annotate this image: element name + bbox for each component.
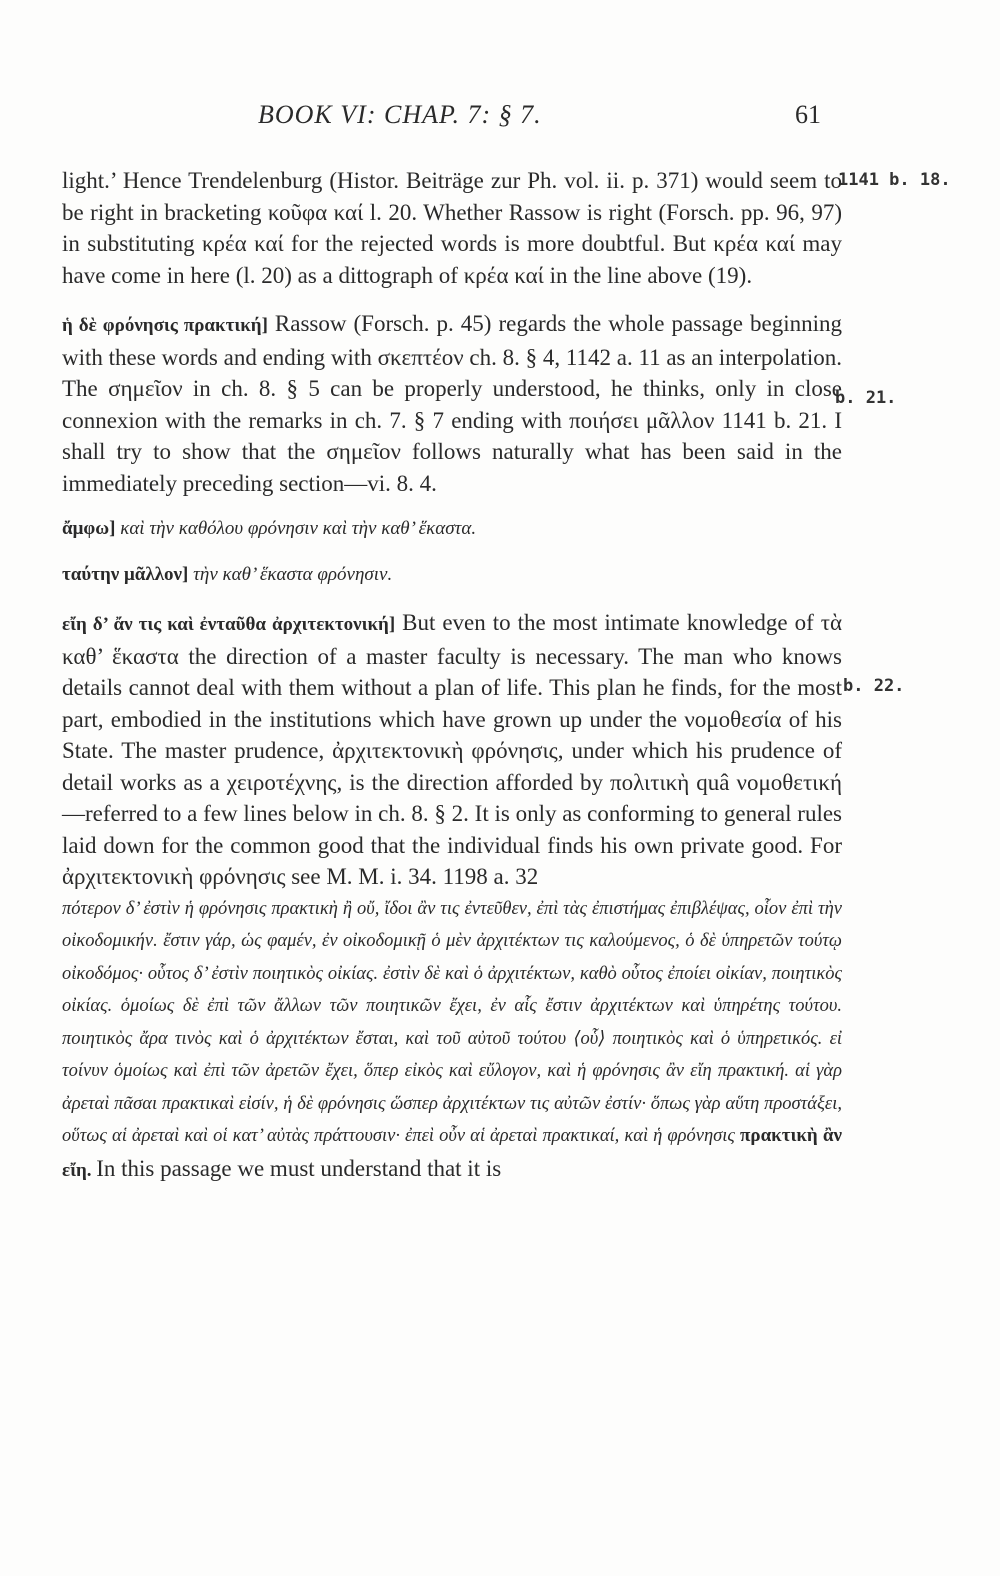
page-number: 61 [795, 100, 821, 129]
paragraph-continuation: In this passage we must understand that it is [96, 1155, 502, 1181]
greek-quotation-magna-moralia [62, 893, 842, 1188]
lemma-amphô: ἄμφω] [62, 518, 116, 539]
note-amphô [62, 513, 842, 545]
margin-reference-3: b. 22. [843, 676, 905, 696]
paragraph-architektonike [62, 607, 842, 893]
margin-reference-1: 1141 b. 18. [838, 170, 951, 190]
lemma-phronesis: ἡ δὲ φρόνησις πρακτική] [62, 315, 268, 336]
lemma-architektonike: εἴη δ’ ἄν τις καὶ ἐνταῦθα ἀρχιτεκτονική] [62, 614, 396, 635]
note-text-amphô: καὶ τὴν καθόλου φρόνησιν καὶ τὴν καθ’ ἕκαστα. [120, 518, 477, 539]
margin-reference-2: b. 21. [835, 388, 897, 408]
note-tauten-mallon [62, 559, 842, 591]
lemma-tauten-mallon: ταύτην μᾶλλον] [62, 563, 189, 585]
note-text-tauten-mallon: τὴν καθ’ ἕκαστα φρόνησιν. [193, 563, 393, 585]
paragraph-phronesis-praktike [62, 308, 842, 499]
paragraph-trendelenburg: light.’ Hence Trendelenburg (Histor. Beiträge zur Ph. vol. ii. p. 371) would seem to be right in bracketing κοῦφα καί l. 20. Whether Rassow is right (Forsch. pp. 96, 97) in substituting κρέα καί for the rejected words is more doubtful. But κρέα καί may have come in here (l. 20) as a dittograph of κρέα καί in the line above (19). [62, 168, 842, 288]
page-body [62, 165, 842, 1187]
quotation-text: πότερον δ’ ἐστὶν ἡ φρόνησις πρακτικὴ ἢ οὔ, ἴδοι ἂν τις ἐντεῦθεν, ἐπὶ τὰς ἐπιστήμας ἐπιβλέψας, οἷον ἐπὶ τὴν οἰκοδομικήν. ἔστιν γάρ, ὡς φαμέν, ἐν οἰκοδομικῇ ὁ μὲν ἀρχιτέκτων τις καλούμενος, ὁ δὲ ὑπηρετῶν τούτῳ οἰκοδόμος· οὗτος δ’ ἐστὶν ποιητικὸς οἰκίας. ἐστὶν δὲ καὶ ὁ ἀρχιτέκτων, καθὸ οὗτος ἐποίει οἰκίαν, ποιητικὸς οἰκίας. ὁμοίως δὲ ἐπὶ τῶν ἄλλων τῶν ποιητικῶν ἔχει, ἐν αἷς ἔστιν ἀρχιτέκτων καὶ ὑπηρέτης τούτου. ποιητικὸς ἄρα τινὸς καὶ ὁ ἀρχιτέκτων ἔσται, καὶ τοῦ αὐτοῦ τούτου ⟨οὗ⟩ ποιητικὸς καὶ ὁ ὑπηρετικός. εἰ τοίνυν ὁμοίως καὶ ἐπὶ τῶν ἀρετῶν ἔχει, ὅπερ εἰκὸς καὶ εὔλογον, καὶ ἡ φρόνησις ἂν εἴη πρακτική. αἱ γὰρ ἀρεταὶ πᾶσαι πρακτικαὶ εἰσίν, ἡ δὲ φρόνησις ὥσπερ ἀρχιτέκτων τις αὐτῶν ἐστίν· ὅπως γὰρ αὕτη προστάξει, οὕτως αἱ ἀρεταὶ καὶ οἱ κατ’ αὐτὰς πράττουσιν· ἐπεὶ οὖν αἱ ἀρεταὶ πρακτικαί, καὶ ἡ φρόνησις [62, 898, 842, 1146]
running-title: BOOK VI: CHAP. 7: § 7. [258, 100, 542, 129]
paragraph-text-rassow: Rassow (Forsch. p. 45) regards the whole passage beginning with these words and ending with σκεπτέον ch. 8. § 4, 1142 a. 11 as an interpolation. The σημεῖον in ch. 8. § 5 can be properly understood, he thinks, only in close connexion with the remarks in ch. 7. § 7 ending with ποιήσει μᾶλλον 1141 b. 21. I shall try to show that the σημεῖον follows naturally what has been said in the immediately preceding section—vi. 8. 4. [62, 311, 843, 496]
running-header [0, 100, 1000, 140]
paragraph-text-master-faculty: But even to the most intimate knowledge of τὰ καθ’ ἕκαστα the direction of a master faculty is necessary. The man who knows details cannot deal with them without a plan of life. This plan he finds, for the most part, embodied in the institutions which have grown up under the νομοθεσία of his State. The master prudence, ἀρχιτεκτονικὴ φρόνησις, under which his prudence of detail works as a χειροτέχνης, is the direction afforded by πολιτικὴ quâ νομοθετική—referred to a few lines below in ch. 8. § 2. It is only as conforming to general rules laid down for the common good that the individual finds his own private good. For ἀρχιτεκτονικὴ φρόνησις see M. M. i. 34. 1198 a. 32 [62, 610, 842, 889]
quotation-closing-words: πρακτικὴ ἂν εἴη. [62, 1125, 842, 1181]
